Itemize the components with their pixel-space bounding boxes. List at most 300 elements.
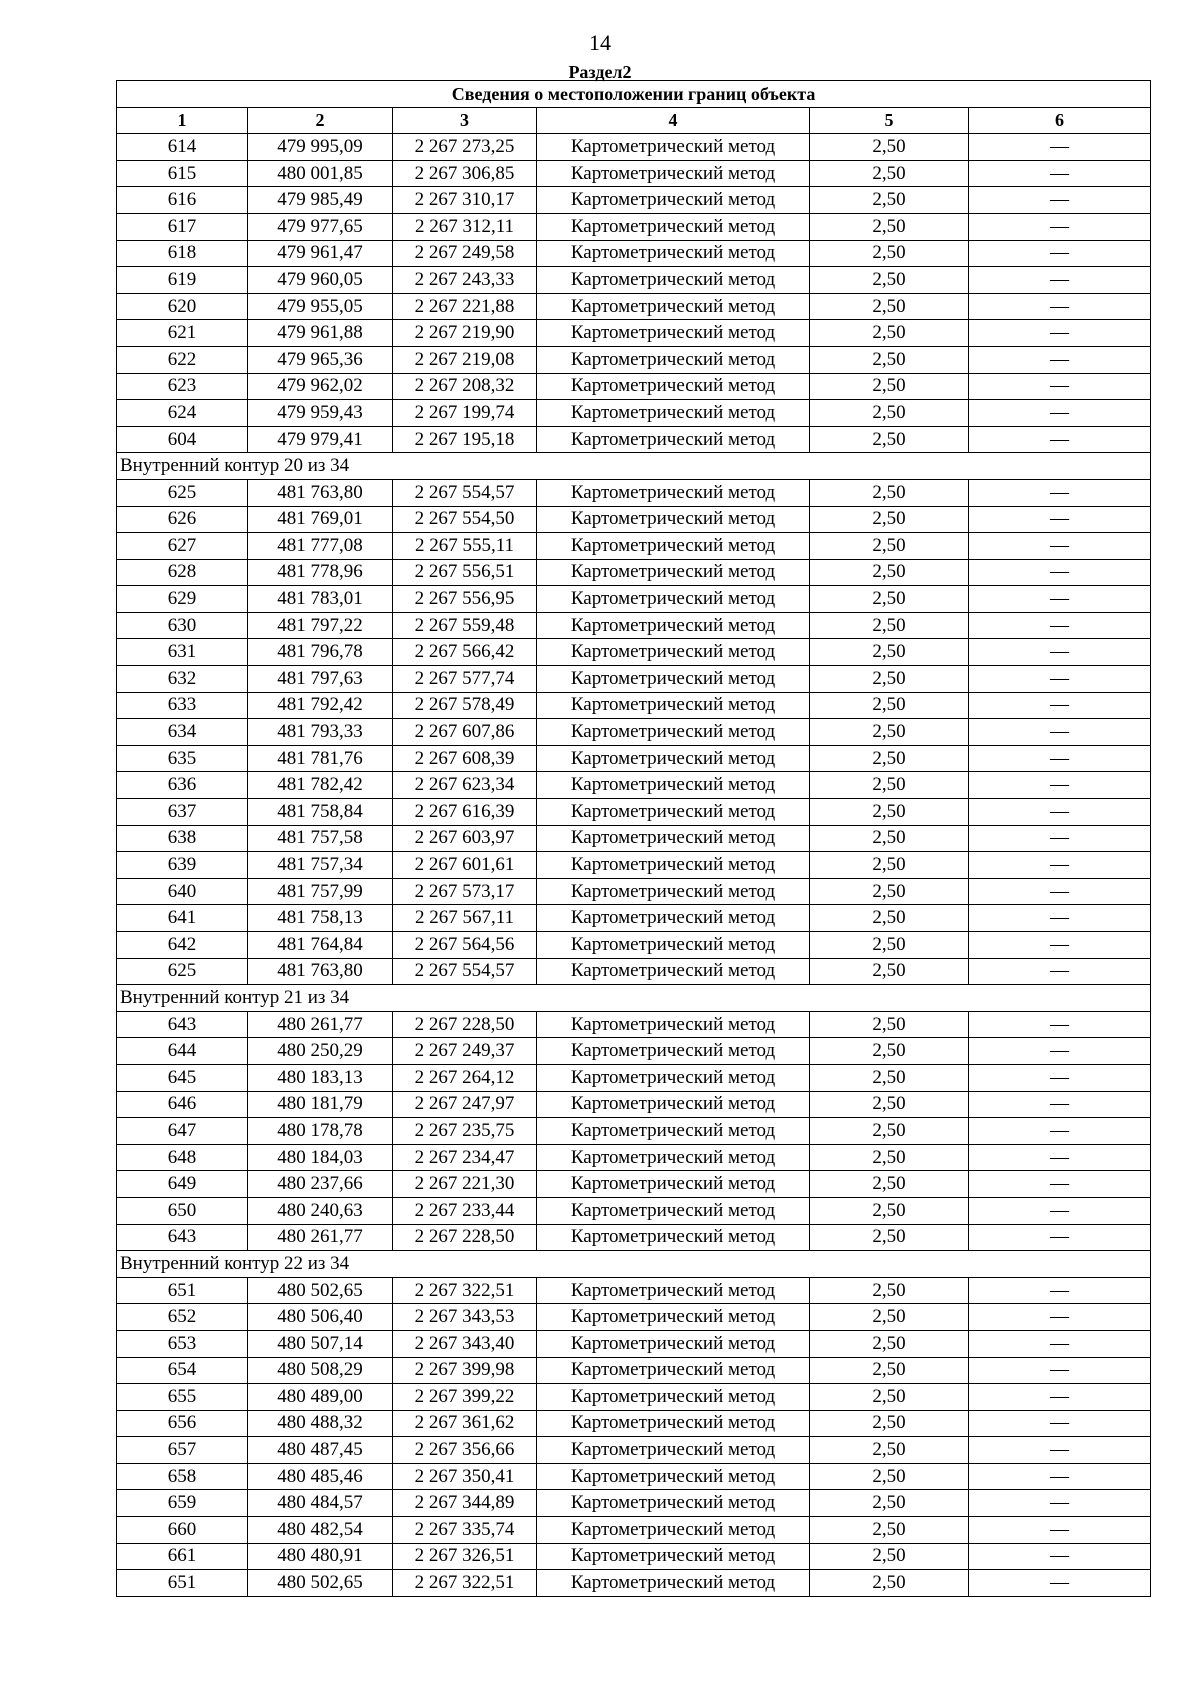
y-coordinate-cell: 2 267 554,57 (393, 958, 537, 985)
point-number-cell: 625 (117, 479, 248, 506)
method-cell: Картометрический метод (537, 134, 810, 161)
description-cell: — (969, 1384, 1151, 1411)
accuracy-cell: 2,50 (810, 1091, 969, 1118)
description-cell: — (969, 878, 1151, 905)
x-coordinate-cell: 481 792,42 (248, 692, 393, 719)
accuracy-cell: 2,50 (810, 1543, 969, 1570)
accuracy-cell: 2,50 (810, 799, 969, 826)
point-number-cell: 634 (117, 719, 248, 746)
table-row (117, 1038, 1151, 1065)
method-cell: Картометрический метод (537, 559, 810, 586)
table-row (117, 1064, 1151, 1091)
x-coordinate-cell: 481 758,13 (248, 905, 393, 932)
description-cell: — (969, 1410, 1151, 1437)
x-coordinate-cell: 481 757,99 (248, 878, 393, 905)
description-cell: — (969, 772, 1151, 799)
description-cell: — (969, 1011, 1151, 1038)
table-row (117, 213, 1151, 240)
description-cell: — (969, 799, 1151, 826)
point-number-cell: 632 (117, 666, 248, 693)
table-row (117, 1144, 1151, 1171)
point-number-cell: 649 (117, 1171, 248, 1198)
x-coordinate-cell: 481 781,76 (248, 745, 393, 772)
point-number-cell: 616 (117, 187, 248, 214)
description-cell: — (969, 905, 1151, 932)
point-number-cell: 614 (117, 134, 248, 161)
description-cell: — (969, 932, 1151, 959)
y-coordinate-cell: 2 267 399,22 (393, 1384, 537, 1411)
table-row (117, 1490, 1151, 1517)
point-number-cell: 651 (117, 1570, 248, 1597)
method-cell: Картометрический метод (537, 400, 810, 427)
table-row (117, 1357, 1151, 1384)
y-coordinate-cell: 2 267 310,17 (393, 187, 537, 214)
y-coordinate-cell: 2 267 603,97 (393, 825, 537, 852)
point-number-cell: 604 (117, 426, 248, 453)
accuracy-cell: 2,50 (810, 1570, 969, 1597)
table-row (117, 346, 1151, 373)
method-cell: Картометрический метод (537, 1144, 810, 1171)
point-number-cell: 646 (117, 1091, 248, 1118)
table-row (117, 1463, 1151, 1490)
table-row (117, 426, 1151, 453)
table-row (117, 1330, 1151, 1357)
x-coordinate-cell: 481 796,78 (248, 639, 393, 666)
point-number-cell: 642 (117, 932, 248, 959)
method-cell: Картометрический метод (537, 1064, 810, 1091)
x-coordinate-cell: 479 965,36 (248, 346, 393, 373)
y-coordinate-cell: 2 267 195,18 (393, 426, 537, 453)
x-coordinate-cell: 481 769,01 (248, 506, 393, 533)
point-number-cell: 617 (117, 213, 248, 240)
description-cell: — (969, 612, 1151, 639)
accuracy-cell: 2,50 (810, 160, 969, 187)
point-number-cell: 635 (117, 745, 248, 772)
point-number-cell: 636 (117, 772, 248, 799)
description-cell: — (969, 320, 1151, 347)
accuracy-cell: 2,50 (810, 692, 969, 719)
y-coordinate-cell: 2 267 554,57 (393, 479, 537, 506)
accuracy-cell: 2,50 (810, 1517, 969, 1544)
section-title: Раздел2 (568, 62, 632, 82)
point-number-cell: 645 (117, 1064, 248, 1091)
description-cell: — (969, 1118, 1151, 1145)
y-coordinate-cell: 2 267 350,41 (393, 1463, 537, 1490)
method-cell: Картометрический метод (537, 479, 810, 506)
y-coordinate-cell: 2 267 559,48 (393, 612, 537, 639)
description-cell: — (969, 373, 1151, 400)
y-coordinate-cell: 2 267 616,39 (393, 799, 537, 826)
method-cell: Картометрический метод (537, 1570, 810, 1597)
table-row (117, 187, 1151, 214)
point-number-cell: 627 (117, 533, 248, 560)
method-cell: Картометрический метод (537, 958, 810, 985)
y-coordinate-cell: 2 267 219,08 (393, 346, 537, 373)
accuracy-cell: 2,50 (810, 1144, 969, 1171)
x-coordinate-cell: 480 480,91 (248, 1543, 393, 1570)
y-coordinate-cell: 2 267 208,32 (393, 373, 537, 400)
x-coordinate-cell: 479 955,05 (248, 293, 393, 320)
x-coordinate-cell: 480 482,54 (248, 1517, 393, 1544)
x-coordinate-cell: 479 961,47 (248, 240, 393, 267)
description-cell: — (969, 134, 1151, 161)
accuracy-cell: 2,50 (810, 852, 969, 879)
accuracy-cell: 2,50 (810, 586, 969, 613)
description-cell: — (969, 852, 1151, 879)
point-number-cell: 637 (117, 799, 248, 826)
table-row (117, 479, 1151, 506)
description-cell: — (969, 1543, 1151, 1570)
description-cell: — (969, 586, 1151, 613)
point-number-cell: 626 (117, 506, 248, 533)
method-cell: Картометрический метод (537, 320, 810, 347)
y-coordinate-cell: 2 267 221,30 (393, 1171, 537, 1198)
method-cell: Картометрический метод (537, 825, 810, 852)
column-number-row (117, 107, 1151, 134)
y-coordinate-cell: 2 267 234,47 (393, 1144, 537, 1171)
point-number-cell: 658 (117, 1463, 248, 1490)
x-coordinate-cell: 480 508,29 (248, 1357, 393, 1384)
x-coordinate-cell: 480 183,13 (248, 1064, 393, 1091)
accuracy-cell: 2,50 (810, 1437, 969, 1464)
x-coordinate-cell: 480 489,00 (248, 1384, 393, 1411)
description-cell: — (969, 187, 1151, 214)
description-cell: — (969, 1064, 1151, 1091)
method-cell: Картометрический метод (537, 905, 810, 932)
y-coordinate-cell: 2 267 356,66 (393, 1437, 537, 1464)
column-number: 4 (537, 107, 810, 134)
method-cell: Картометрический метод (537, 639, 810, 666)
description-cell: — (969, 426, 1151, 453)
table-row (117, 799, 1151, 826)
point-number-cell: 629 (117, 586, 248, 613)
point-number-cell: 653 (117, 1330, 248, 1357)
point-number-cell: 630 (117, 612, 248, 639)
y-coordinate-cell: 2 267 608,39 (393, 745, 537, 772)
table-row (117, 1437, 1151, 1464)
y-coordinate-cell: 2 267 322,51 (393, 1277, 537, 1304)
y-coordinate-cell: 2 267 233,44 (393, 1197, 537, 1224)
x-coordinate-cell: 479 962,02 (248, 373, 393, 400)
y-coordinate-cell: 2 267 607,86 (393, 719, 537, 746)
x-coordinate-cell: 481 777,08 (248, 533, 393, 560)
y-coordinate-cell: 2 267 601,61 (393, 852, 537, 879)
x-coordinate-cell: 480 261,77 (248, 1224, 393, 1251)
x-coordinate-cell: 479 995,09 (248, 134, 393, 161)
method-cell: Картометрический метод (537, 346, 810, 373)
y-coordinate-cell: 2 267 264,12 (393, 1064, 537, 1091)
accuracy-cell: 2,50 (810, 719, 969, 746)
accuracy-cell: 2,50 (810, 1304, 969, 1331)
point-number-cell: 661 (117, 1543, 248, 1570)
method-cell: Картометрический метод (537, 267, 810, 294)
y-coordinate-cell: 2 267 343,53 (393, 1304, 537, 1331)
x-coordinate-cell: 480 178,78 (248, 1118, 393, 1145)
table-row (117, 1304, 1151, 1331)
x-coordinate-cell: 480 502,65 (248, 1570, 393, 1597)
accuracy-cell: 2,50 (810, 1490, 969, 1517)
table-row (117, 240, 1151, 267)
accuracy-cell: 2,50 (810, 346, 969, 373)
point-number-cell: 644 (117, 1038, 248, 1065)
point-number-cell: 647 (117, 1118, 248, 1145)
method-cell: Картометрический метод (537, 293, 810, 320)
table-row (117, 134, 1151, 161)
description-cell: — (969, 1091, 1151, 1118)
method-cell: Картометрический метод (537, 1357, 810, 1384)
y-coordinate-cell: 2 267 228,50 (393, 1011, 537, 1038)
y-coordinate-cell: 2 267 228,50 (393, 1224, 537, 1251)
x-coordinate-cell: 480 506,40 (248, 1304, 393, 1331)
point-number-cell: 622 (117, 346, 248, 373)
x-coordinate-cell: 481 764,84 (248, 932, 393, 959)
point-number-cell: 656 (117, 1410, 248, 1437)
point-number-cell: 660 (117, 1517, 248, 1544)
contour-header-row (117, 453, 1151, 480)
description-cell: — (969, 506, 1151, 533)
column-number: 3 (393, 107, 537, 134)
point-number-cell: 625 (117, 958, 248, 985)
x-coordinate-cell: 480 487,45 (248, 1437, 393, 1464)
x-coordinate-cell: 479 985,49 (248, 187, 393, 214)
accuracy-cell: 2,50 (810, 1011, 969, 1038)
x-coordinate-cell: 480 001,85 (248, 160, 393, 187)
accuracy-cell: 2,50 (810, 533, 969, 560)
method-cell: Картометрический метод (537, 586, 810, 613)
x-coordinate-cell: 479 979,41 (248, 426, 393, 453)
y-coordinate-cell: 2 267 249,58 (393, 240, 537, 267)
y-coordinate-cell: 2 267 249,37 (393, 1038, 537, 1065)
accuracy-cell: 2,50 (810, 134, 969, 161)
y-coordinate-cell: 2 267 306,85 (393, 160, 537, 187)
accuracy-cell: 2,50 (810, 293, 969, 320)
point-number-cell: 618 (117, 240, 248, 267)
point-number-cell: 652 (117, 1304, 248, 1331)
method-cell: Картометрический метод (537, 772, 810, 799)
table-row (117, 293, 1151, 320)
accuracy-cell: 2,50 (810, 1410, 969, 1437)
point-number-cell: 657 (117, 1437, 248, 1464)
accuracy-cell: 2,50 (810, 1064, 969, 1091)
method-cell: Картометрический метод (537, 1091, 810, 1118)
table-row (117, 559, 1151, 586)
x-coordinate-cell: 481 793,33 (248, 719, 393, 746)
x-coordinate-cell: 479 961,88 (248, 320, 393, 347)
method-cell: Картометрический метод (537, 373, 810, 400)
point-number-cell: 615 (117, 160, 248, 187)
table-row (117, 1197, 1151, 1224)
method-cell: Картометрический метод (537, 160, 810, 187)
point-number-cell: 624 (117, 400, 248, 427)
description-cell: — (969, 958, 1151, 985)
method-cell: Картометрический метод (537, 1224, 810, 1251)
accuracy-cell: 2,50 (810, 1463, 969, 1490)
table-row (117, 506, 1151, 533)
description-cell: — (969, 1437, 1151, 1464)
x-coordinate-cell: 480 507,14 (248, 1330, 393, 1357)
y-coordinate-cell: 2 267 578,49 (393, 692, 537, 719)
table-row (117, 745, 1151, 772)
method-cell: Картометрический метод (537, 719, 810, 746)
table-row (117, 719, 1151, 746)
x-coordinate-cell: 479 977,65 (248, 213, 393, 240)
table-caption-row (117, 81, 1151, 108)
point-number-cell: 633 (117, 692, 248, 719)
accuracy-cell: 2,50 (810, 612, 969, 639)
contour-label: Внутренний контур 21 из 34 (117, 985, 1151, 1012)
x-coordinate-cell: 479 959,43 (248, 400, 393, 427)
accuracy-cell: 2,50 (810, 267, 969, 294)
accuracy-cell: 2,50 (810, 320, 969, 347)
column-number: 1 (117, 107, 248, 134)
accuracy-cell: 2,50 (810, 240, 969, 267)
table-row (117, 1171, 1151, 1198)
y-coordinate-cell: 2 267 273,25 (393, 134, 537, 161)
accuracy-cell: 2,50 (810, 400, 969, 427)
table-row (117, 692, 1151, 719)
method-cell: Картометрический метод (537, 1118, 810, 1145)
accuracy-cell: 2,50 (810, 1118, 969, 1145)
description-cell: — (969, 1330, 1151, 1357)
table-row (117, 160, 1151, 187)
accuracy-cell: 2,50 (810, 1384, 969, 1411)
y-coordinate-cell: 2 267 199,74 (393, 400, 537, 427)
method-cell: Картометрический метод (537, 213, 810, 240)
accuracy-cell: 2,50 (810, 772, 969, 799)
x-coordinate-cell: 481 797,63 (248, 666, 393, 693)
contour-header-row (117, 985, 1151, 1012)
accuracy-cell: 2,50 (810, 639, 969, 666)
accuracy-cell: 2,50 (810, 1277, 969, 1304)
x-coordinate-cell: 481 782,42 (248, 772, 393, 799)
y-coordinate-cell: 2 267 555,11 (393, 533, 537, 560)
x-coordinate-cell: 481 783,01 (248, 586, 393, 613)
table-row (117, 320, 1151, 347)
method-cell: Картометрический метод (537, 1277, 810, 1304)
table-row (117, 932, 1151, 959)
accuracy-cell: 2,50 (810, 905, 969, 932)
y-coordinate-cell: 2 267 343,40 (393, 1330, 537, 1357)
table-row (117, 586, 1151, 613)
method-cell: Картометрический метод (537, 1410, 810, 1437)
description-cell: — (969, 1038, 1151, 1065)
method-cell: Картометрический метод (537, 878, 810, 905)
x-coordinate-cell: 480 237,66 (248, 1171, 393, 1198)
point-number-cell: 643 (117, 1011, 248, 1038)
description-cell: — (969, 1197, 1151, 1224)
table-row (117, 1091, 1151, 1118)
table-row (117, 958, 1151, 985)
description-cell: — (969, 267, 1151, 294)
description-cell: — (969, 1517, 1151, 1544)
point-number-cell: 651 (117, 1277, 248, 1304)
table-row (117, 666, 1151, 693)
y-coordinate-cell: 2 267 566,42 (393, 639, 537, 666)
table-row (117, 905, 1151, 932)
y-coordinate-cell: 2 267 564,56 (393, 932, 537, 959)
column-number: 2 (248, 107, 393, 134)
accuracy-cell: 2,50 (810, 1197, 969, 1224)
table-row (117, 267, 1151, 294)
page-number: 14 (589, 30, 611, 55)
y-coordinate-cell: 2 267 344,89 (393, 1490, 537, 1517)
accuracy-cell: 2,50 (810, 825, 969, 852)
y-coordinate-cell: 2 267 567,11 (393, 905, 537, 932)
method-cell: Картометрический метод (537, 1543, 810, 1570)
y-coordinate-cell: 2 267 221,88 (393, 293, 537, 320)
table-row (117, 852, 1151, 879)
method-cell: Картометрический метод (537, 612, 810, 639)
description-cell: — (969, 1277, 1151, 1304)
method-cell: Картометрический метод (537, 666, 810, 693)
accuracy-cell: 2,50 (810, 745, 969, 772)
table-row (117, 878, 1151, 905)
description-cell: — (969, 1144, 1151, 1171)
x-coordinate-cell: 481 778,96 (248, 559, 393, 586)
table-row (117, 373, 1151, 400)
y-coordinate-cell: 2 267 399,98 (393, 1357, 537, 1384)
table-row (117, 1277, 1151, 1304)
accuracy-cell: 2,50 (810, 479, 969, 506)
table-row (117, 1570, 1151, 1597)
table-row (117, 533, 1151, 560)
description-cell: — (969, 692, 1151, 719)
description-cell: — (969, 745, 1151, 772)
method-cell: Картометрический метод (537, 1490, 810, 1517)
point-number-cell: 640 (117, 878, 248, 905)
description-cell: — (969, 1304, 1151, 1331)
table-caption: Сведения о местоположении границ объекта (117, 81, 1151, 108)
x-coordinate-cell: 480 502,65 (248, 1277, 393, 1304)
x-coordinate-cell: 479 960,05 (248, 267, 393, 294)
point-number-cell: 659 (117, 1490, 248, 1517)
table-row (117, 1543, 1151, 1570)
accuracy-cell: 2,50 (810, 1357, 969, 1384)
y-coordinate-cell: 2 267 247,97 (393, 1091, 537, 1118)
table-row (117, 1224, 1151, 1251)
boundary-coordinates-table (116, 80, 1151, 1597)
table-row (117, 1384, 1151, 1411)
description-cell: — (969, 293, 1151, 320)
method-cell: Картометрический метод (537, 1517, 810, 1544)
y-coordinate-cell: 2 267 326,51 (393, 1543, 537, 1570)
description-cell: — (969, 1171, 1151, 1198)
accuracy-cell: 2,50 (810, 1224, 969, 1251)
y-coordinate-cell: 2 267 361,62 (393, 1410, 537, 1437)
x-coordinate-cell: 480 261,77 (248, 1011, 393, 1038)
method-cell: Картометрический метод (537, 1437, 810, 1464)
table-row (117, 1410, 1151, 1437)
point-number-cell: 643 (117, 1224, 248, 1251)
method-cell: Картометрический метод (537, 1304, 810, 1331)
description-cell: — (969, 160, 1151, 187)
table-row (117, 1517, 1151, 1544)
table-row (117, 639, 1151, 666)
x-coordinate-cell: 480 485,46 (248, 1463, 393, 1490)
accuracy-cell: 2,50 (810, 932, 969, 959)
table-row (117, 1118, 1151, 1145)
x-coordinate-cell: 480 484,57 (248, 1490, 393, 1517)
accuracy-cell: 2,50 (810, 958, 969, 985)
method-cell: Картометрический метод (537, 1171, 810, 1198)
accuracy-cell: 2,50 (810, 506, 969, 533)
point-number-cell: 641 (117, 905, 248, 932)
point-number-cell: 621 (117, 320, 248, 347)
description-cell: — (969, 1463, 1151, 1490)
accuracy-cell: 2,50 (810, 213, 969, 240)
accuracy-cell: 2,50 (810, 1171, 969, 1198)
point-number-cell: 623 (117, 373, 248, 400)
